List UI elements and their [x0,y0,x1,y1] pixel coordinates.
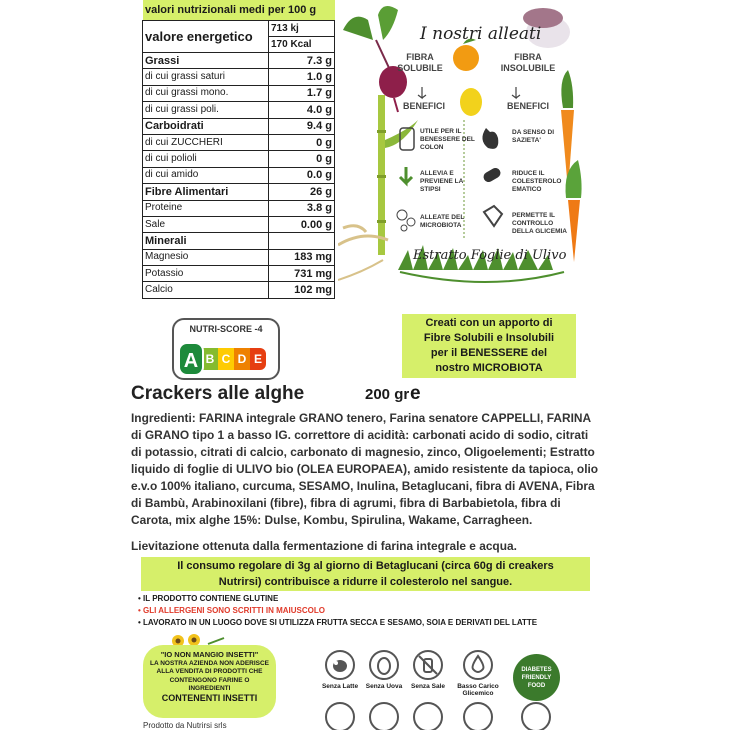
no-insects-line-3: CONTENGONO FARINE O [169,676,250,684]
product-weight: 200 gr [365,386,410,403]
nutrition-row-value: 0 g [269,134,335,150]
nutrition-row-value: 0.00 g [269,216,335,232]
egg-icon [369,650,399,680]
nutrition-row [143,167,335,183]
betaglucani-line-2: Nutrirsi) contribuisce a ridurre il colesterolo nel sangue. [218,576,513,588]
nutrition-row [143,200,335,216]
benefit-microbiota: ALLEATE DEL MICROBIOTA [420,214,465,229]
nutrition-header: valori nutrizionali medi per 100 g [143,0,335,20]
nutrition-row-value [269,233,335,249]
nutrition-row [143,102,335,118]
benefici-left-label: BENEFICI [403,101,446,111]
green-leaf-icon [521,702,551,730]
grain-icon [463,702,493,730]
nutrition-row-label: Sale [143,216,269,232]
nutrition-row-value: 9.4 g [269,118,335,134]
energy-label: valore energetico [143,21,269,53]
nutrition-row-value: 1.0 g [269,69,335,85]
callout-line-4: nostro MICROBIOTA [435,362,543,374]
nutrition-row-value: 4.0 g [269,102,335,118]
recycle-icon [484,206,502,226]
product-title: Crackers alle alghe [131,383,305,404]
arrow-down-icon [400,167,412,183]
nutrition-row [143,69,335,85]
callout-line-1: Creati con un apporto di [425,317,553,329]
drop-icon [463,650,493,680]
nutrition-row [143,151,335,167]
badge-label-sale: Senza Sale [411,683,445,690]
allergen-notes [138,593,537,629]
no-insects-line-2: ALLA VENDITA DI PRODOTTI CHE [156,668,263,675]
diabetes-line-3: FOOD [527,683,546,689]
benefit-colon: UTILE PER IL BENESSERE DEL COLON [420,128,475,151]
nutrition-row-label: Carboidrati [143,118,269,134]
nutri-score-letter-c: C [218,348,234,370]
microbiota-icon [397,210,415,231]
energy-kj: 713 kj [269,21,335,37]
badge-label-glicemico: Basso Carico Glicemico [457,683,499,697]
cow-icon [325,650,355,680]
badge-label-uova: Senza Uova [365,683,403,690]
nutrition-row [143,134,335,150]
nutrition-row [143,216,335,232]
stomach-icon [482,128,498,149]
nutrition-row-value: 0 g [269,151,335,167]
ingredients-text: Ingredienti: FARINA integrale GRANO tenero, Farina senatore CAPPELLI, FARINA di GRANO tipo 1 a basso IG. correttore di acidità: carbonati acido di sodio, citrati di potassio, citrati di calcio, carbonato di magnesio, zinco, Oligoelementi; Estratto liquido di foglie di ULIVO bio (OLEA EUROPAEA), amido resistente da tapioca, olio e.v.o 100% italiano, curcuma, SESAMO, Inulina, Betaglucani, fibra di AVENA, Fibra di Bambù, Arabinoxilani (fibre), fibra di agrumi, fibra di Barbabietola, fibra di Carota, mix alghe 15%: Dulse, Kombu, Spirulina, Wakame, Carragheen. [131,411,599,527]
nutrition-row [143,266,335,282]
nutri-score-letter-e: E [250,348,266,370]
no-insects-badge [143,645,276,718]
nutri-score-title: NUTRI-SCORE -4 [189,324,263,334]
nutrition-row [143,249,335,265]
diabetes-friendly-badge [513,654,560,701]
nutrition-row [143,282,335,298]
allergen-note: • IL PRODOTTO CONTIENE GLUTINE [138,594,279,603]
producer-text: Prodotto da Nutrirsi srls [143,721,227,730]
nutrition-row-value: 1.7 g [269,85,335,101]
nutrition-row-label: di cui ZUCCHERI [143,134,269,150]
nutri-score-letter-d: D [234,348,250,370]
bamboo-icon [377,95,418,255]
person-icon [413,702,443,730]
estimated-mark: e [410,383,421,404]
nutrition-row-value: 102 mg [269,282,335,298]
nutrition-row-label: Magnesio [143,249,269,265]
nutrition-row-value: 3.8 g [269,200,335,216]
nutrition-row-value: 26 g [269,184,335,200]
nutri-score-scale [178,342,266,376]
microbiota-callout [402,314,576,378]
energy-row-kj [143,21,335,37]
nutri-score-badge [172,318,280,380]
benefici-right-label: BENEFICI [507,101,550,111]
allergen-note: • GLI ALLERGENI SONO SCRITTI IN MAIUSCOLO [138,606,325,615]
nutrition-row-label: Potassio [143,266,269,282]
citrus-icon [453,39,482,116]
pill-icon [482,166,503,184]
nutrition-row-label: di cui grassi saturi [143,69,269,85]
nutrition-row-value: 183 mg [269,249,335,265]
diabetes-line-1: DIABETES [521,667,552,673]
betaglucani-line-1: Il consumo regolare di 3g al giorno di Betaglucani (circa 60g di creakers [177,560,554,572]
nutrition-table [142,20,335,299]
fibra-solubile-label: FIBRA SOLUBILE [397,52,443,73]
callout-line-3: per il BENESSERE del [430,347,548,359]
nutrition-row-label: Minerali [143,233,269,249]
benefit-stipsi: ALLEVIA E PREVIENE LA STIPSI [420,170,464,193]
nutrition-row [143,233,335,249]
diabetes-line-2: FRIENDLY [521,675,552,681]
infographic-title: I nostri alleati [420,24,542,44]
nutrition-row-value: 731 mg [269,266,335,282]
benefit-glicemia: PERMETTE IL CONTROLLO DELLA GLICEMIA [512,212,568,235]
nutrition-row-label: Proteine [143,200,269,216]
nutrition-row-value: 7.3 g [269,53,335,69]
no-insects-head: "IO NON MANGIO INSETTI" [160,650,259,659]
nutrition-row [143,184,335,200]
nutrition-rows [143,53,335,299]
fibra-insolubile-label: FIBRA INSOLUBILE [500,52,556,73]
nutrition-row [143,85,335,101]
energy-kcal: 170 Kcal [269,37,335,53]
nutri-score-letter-b: B [202,348,218,370]
lievitazione-text: Lievitazione ottenuta dalla fermentazione di farina integrale e acqua. [131,539,517,553]
salt-icon [413,650,443,680]
no-insects-line-1: LA NOSTRA AZIENDA NON ADERISCE [149,659,270,667]
betaglucani-claim [141,557,590,591]
nutrition-row-label: di cui grassi mono. [143,85,269,101]
allergen-note: • LAVORATO IN UN LUOGO DOVE SI UTILIZZA FRUTTA SECCA E SESAMO, SOIA E DERIVATI DEL LATTE [138,618,538,627]
nutrition-row-label: Grassi [143,53,269,69]
nutri-score-letter-a: A [178,342,204,376]
nutrition-row-label: Fibre Alimentari [143,184,269,200]
nutrition-row [143,53,335,69]
nutrition-row [143,118,335,134]
estratto-label: Estratto Foglie di Ulivo [413,248,567,263]
benefit-colesterolo: RIDUCE IL COLESTEROLO EMATICO [512,170,562,193]
callout-line-2: Fibre Solubili e Insolubili [423,332,555,344]
no-insects-big: CONTENENTI INSETTI [161,692,258,703]
leaf-icon [369,702,399,730]
no-insects-line-4: INGREDIENTI [188,685,231,692]
diamond-icon [325,702,355,730]
badge-label-latte: Senza Latte [321,683,359,690]
nutrition-row-value: 0.0 g [269,167,335,183]
nutrition-row-label: di cui grassi poli. [143,102,269,118]
nutrition-row-label: di cui polioli [143,151,269,167]
nutrition-row-label: di cui amido [143,167,269,183]
benefit-sazieta: DA SENSO DI SAZIETA' [512,129,555,144]
nutrition-row-label: Calcio [143,282,269,298]
